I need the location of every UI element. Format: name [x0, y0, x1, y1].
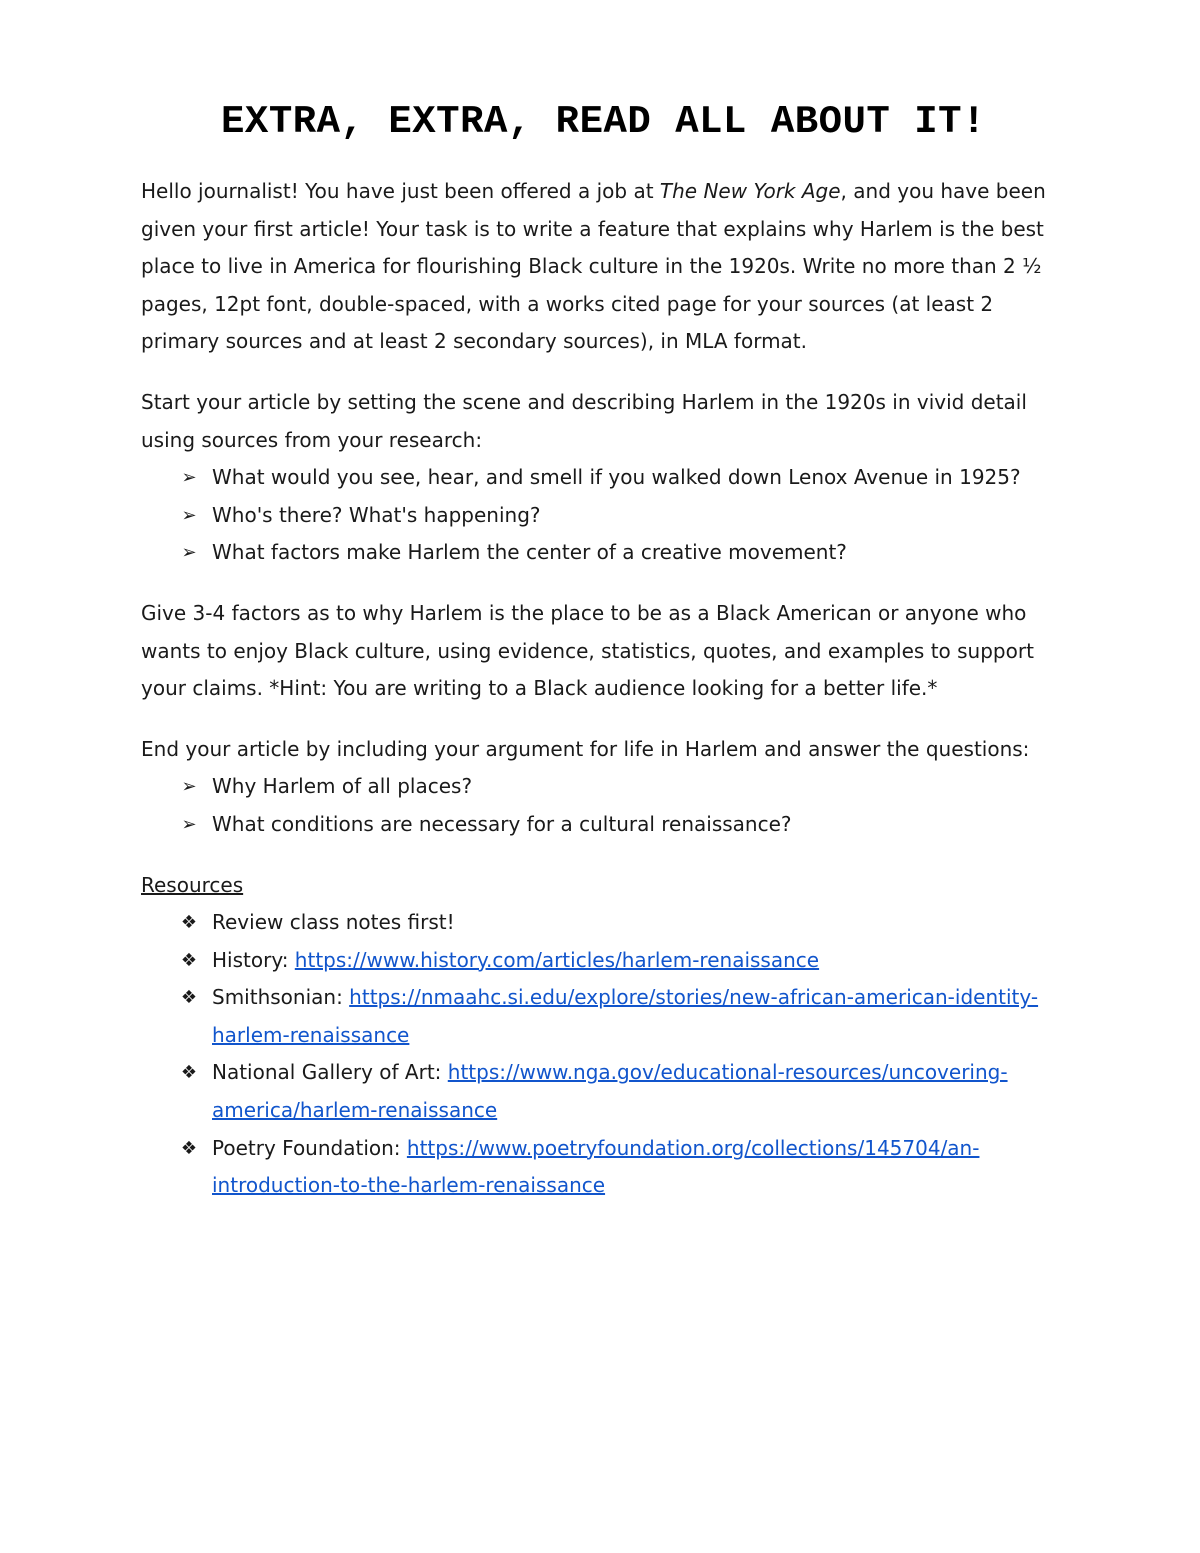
- resource-item: [141, 904, 1066, 942]
- diamond-bullet-icon: ❖: [180, 987, 198, 1009]
- resources-list: [141, 904, 1066, 1205]
- resource-label: Smithsonian:: [212, 985, 350, 1010]
- list-item: [141, 806, 1066, 844]
- resource-label: History:: [212, 947, 295, 972]
- ending-question: What conditions are necessary for a cultural renaissance?: [212, 811, 792, 836]
- diamond-bullet-icon: ❖: [180, 1062, 198, 1084]
- scene-question-list: [141, 459, 1066, 572]
- resource-label: Poetry Foundation:: [212, 1135, 407, 1160]
- arrow-bullet-icon: ➢: [181, 776, 197, 798]
- scene-question: What factors make Harlem the center of a creative movement?: [212, 540, 847, 565]
- arrow-bullet-icon: ➢: [181, 542, 197, 564]
- ending-question-list: [141, 768, 1066, 843]
- arrow-bullet-icon: ➢: [181, 813, 197, 835]
- intro-text-end: , and you have been given your first article! Your task is to write a feature that explains why Harlem is the best place to live in America for flourishing Black culture in the 1920s. Write no more than 2 ½ pages, 12pt font, double-spaced, with a works cited page for your sources (at least 2 primary sources and at least 2 secondary sources), in MLA format.: [141, 179, 1046, 354]
- arrow-bullet-icon: ➢: [181, 467, 197, 489]
- ending-question: Why Harlem of all places?: [212, 774, 473, 799]
- diamond-bullet-icon: ❖: [180, 949, 198, 971]
- diamond-bullet-icon: ❖: [180, 1137, 198, 1159]
- scene-paragraph: Start your article by setting the scene and describing Harlem in the 1920s in vivid detail using sources from your research:: [141, 389, 1027, 452]
- ending-paragraph: End your article by including your argument for life in Harlem and answer the questions:: [141, 736, 1030, 761]
- list-item: [141, 459, 1066, 497]
- resource-item: [141, 1130, 1066, 1205]
- resource-item: [141, 979, 1066, 1054]
- list-item: [141, 534, 1066, 572]
- list-item: [141, 497, 1066, 535]
- resource-label: National Gallery of Art:: [212, 1060, 448, 1085]
- national-gallery-link[interactable]: https://www.nga.gov/educational-resources/uncovering-america/harlem-renaissance: [212, 1060, 1008, 1123]
- resource-item: [141, 1054, 1066, 1129]
- smithsonian-link[interactable]: https://nmaahc.si.edu/explore/stories/new-african-american-identity-harlem-renaissance: [212, 985, 1039, 1047]
- intro-paragraph: [141, 173, 1066, 361]
- diamond-bullet-icon: ❖: [180, 912, 198, 934]
- document-page: [141, 96, 1066, 1205]
- arrow-bullet-icon: ➢: [181, 504, 197, 526]
- factors-paragraph: Give 3-4 factors as to why Harlem is the place to be as a Black American or anyone who wants to enjoy Black culture, using evidence, statistics, quotes, and examples to support your claims. *Hint: You are writing to a Black audience looking for a better life.*: [141, 600, 1034, 701]
- publication-name: The New York Age: [659, 179, 841, 203]
- list-item: [141, 768, 1066, 806]
- resources-heading: Resources: [141, 872, 244, 897]
- document-title: EXTRA, EXTRA, READ ALL ABOUT IT!: [221, 100, 986, 144]
- resource-item: [141, 942, 1066, 980]
- intro-text-start: Hello journalist! You have just been offered a job at: [141, 179, 660, 203]
- resource-label: Review class notes first!: [212, 910, 455, 935]
- poetry-foundation-link[interactable]: https://www.poetryfoundation.org/collections/145704/an-introduction-to-the-harlem-renaissance: [212, 1135, 980, 1198]
- scene-question: Who's there? What's happening?: [212, 502, 541, 527]
- scene-question: What would you see, hear, and smell if you walked down Lenox Avenue in 1925?: [212, 465, 1021, 490]
- history-link[interactable]: https://www.history.com/articles/harlem-renaissance: [294, 947, 820, 972]
